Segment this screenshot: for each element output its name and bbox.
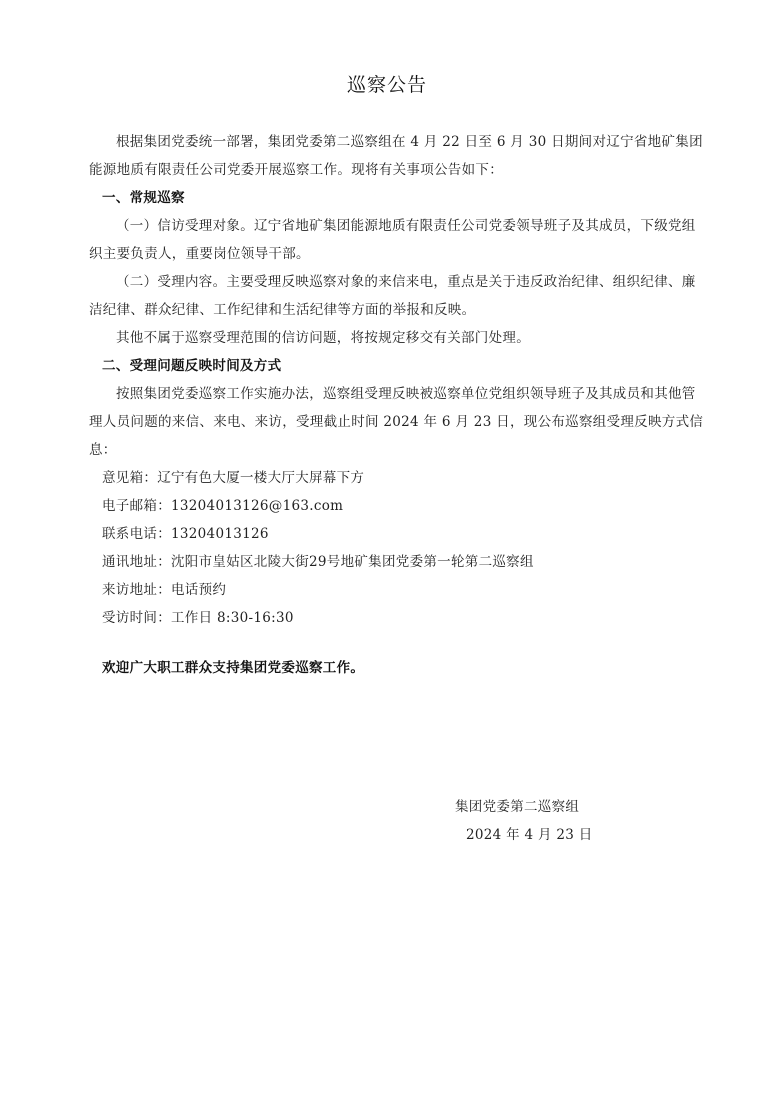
section2-heading: 二、受理问题反映时间及方式 <box>102 358 282 374</box>
contact-phone: 联系电话：13204013126 <box>102 526 269 542</box>
contact-mail-address: 通讯地址：沈阳市皇姑区北陵大街29号地矿集团党委第一轮第二巡察组 <box>102 554 534 570</box>
section1-item2: （二）受理内容。主要受理反映巡察对象的来信来电，重点是关于违反政治纪律、组织纪律、廉洁纪律、群众纪律、工作纪律和生活纪律等方面的举报和反映。 <box>89 274 696 318</box>
document-title: 巡察公告 <box>346 74 427 96</box>
document-body <box>89 128 705 632</box>
signature-date: 2024 年 4 月 23 日 <box>466 827 593 843</box>
contact-visit-address: 来访地址：电话预约 <box>102 582 227 598</box>
section1-heading: 一、常规巡察 <box>102 190 185 206</box>
contact-visit-time: 受访时间：工作日 8:30-16:30 <box>102 610 294 626</box>
signature-org: 集团党委第二巡察组 <box>455 799 580 815</box>
section1-note: 其他不属于巡察受理范围的信访问题，将按规定移交有关部门处理。 <box>116 330 530 346</box>
closing-statement: 欢迎广大职工群众支持集团党委巡察工作。 <box>102 660 365 676</box>
section1-item1: （一）信访受理对象。辽宁省地矿集团能源地质有限责任公司党委领导班子及其成员，下级党组织主要负责人，重要岗位领导干部。 <box>89 218 696 262</box>
contact-email: 电子邮箱：13204013126@163.com <box>102 498 344 514</box>
section2-desc: 按照集团党委巡察工作实施办法，巡察组受理反映被巡察单位党组织领导班子及其成员和其他管理人员问题的来信、来电、来访，受理截止时间 2024 年 6 月 23 日，现公布巡察组受理反映方式信息： <box>89 386 704 458</box>
intro-paragraph: 根据集团党委统一部署，集团党委第二巡察组在 4 月 22 日至 6 月 30 日期间对辽宁省地矿集团能源地质有限责任公司党委开展巡察工作。现将有关事项公告如下： <box>89 134 703 178</box>
contact-suggestion-box: 意见箱：辽宁有色大厦一楼大厅大屏幕下方 <box>102 470 365 486</box>
